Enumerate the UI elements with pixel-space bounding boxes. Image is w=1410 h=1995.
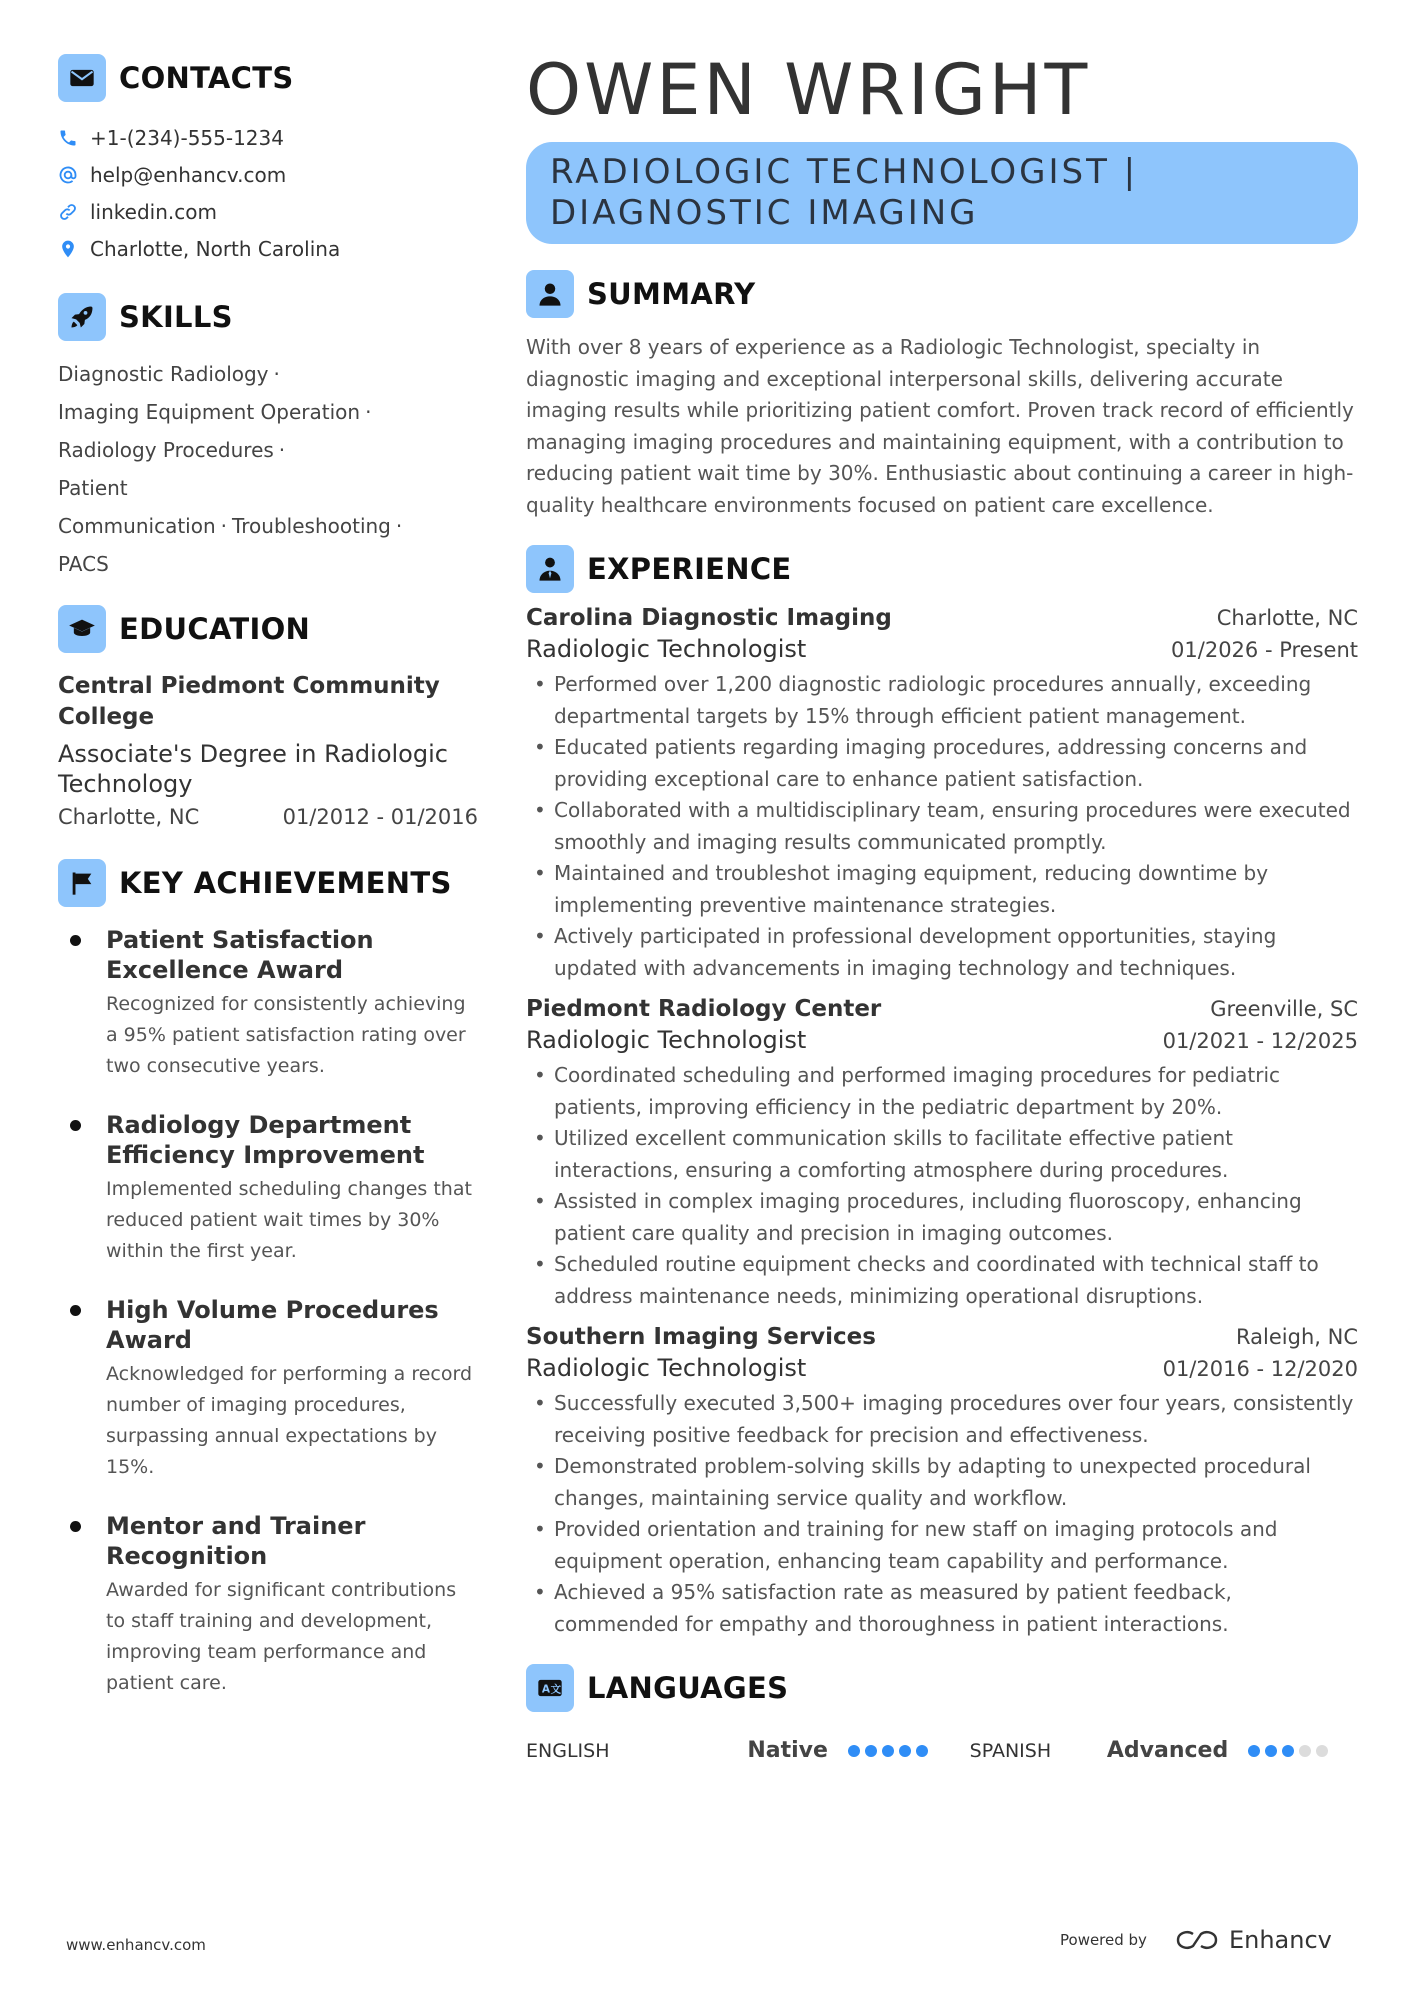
job-location: Raleigh, NC [1236,1325,1358,1349]
map-pin-icon [58,239,78,259]
achievement-title: High Volume Procedures Award [106,1296,439,1354]
job-dates: 01/2026 - Present [1171,638,1358,662]
job-location: Greenville, SC [1210,997,1358,1021]
job-dates: 01/2016 - 12/2020 [1162,1357,1358,1381]
user-icon [526,270,574,318]
summary-text: With over 8 years of experience as a Radiologic Technologist, specialty in diagnostic imaging and exceptional interpersonal skills, delivering accurate imaging results while prioritizing patient comfort. Proven track record of efficiently managing imaging procedures and maintaining equipment, with a contribution to reducing patient wait time by 30%. Enthusiastic about continuing a career in high-quality healthcare environments focused on patient care excellence. [526,335,1354,517]
job-entry [526,996,1358,1312]
achievement-desc: Implemented scheduling changes that reduced patient wait times by 30% within the first year. [106,1178,472,1262]
language-name: ENGLISH [526,1739,610,1762]
achievement-item [58,925,478,1082]
languages-row [526,1738,1358,1763]
rating-dot-filled [1282,1745,1294,1757]
phone-text: +1-(234)-555-1234 [90,126,284,150]
skill-item: Imaging Equipment Operation [58,400,361,424]
job-bullet: • Educated patients regarding imaging procedures, addressing concerns and providing exceptional care to enhance patient satisfaction. [526,732,1358,795]
job-bullet: • Provided orientation and training for new staff on imaging protocols and equipment operation, enhancing team capability and performance. [526,1514,1358,1577]
translate-icon [526,1664,574,1712]
school-name: Central Piedmont Community College [58,673,440,730]
email-text[interactable]: help@enhancv.com [90,163,287,187]
achievement-desc: Recognized for consistently achieving a 95% patient satisfaction rating over two consecutive years. [106,993,466,1077]
right-column [526,50,1358,1763]
enhancv-logo[interactable] [1175,1926,1332,1954]
left-column [58,54,478,1727]
company-name: Southern Imaging Services [526,1324,876,1350]
skill-item: Radiology Procedures [58,438,274,462]
summary-header [526,270,1358,318]
contacts-section [58,54,478,261]
education-dates: 01/2012 - 01/2016 [282,805,478,829]
skills-header [58,293,478,341]
achievement-desc: Acknowledged for performing a record number of imaging procedures, surpassing annual expectations by 15%. [106,1363,473,1478]
summary-title: SUMMARY [587,277,756,311]
achievement-item [58,1295,478,1483]
education-title: EDUCATION [119,612,311,646]
experience-header [526,545,1358,593]
footer-branding [1060,1926,1332,1954]
rating-dot-filled [865,1745,877,1757]
education-section [58,605,478,829]
languages-title: LANGUAGES [587,1671,789,1705]
rating-dot-filled [848,1745,860,1757]
skill-item: Diagnostic Radiology [58,362,269,386]
education-header [58,605,478,653]
achievement-desc: Awarded for significant contributions to staff training and development, improving team performance and patient care. [106,1579,457,1694]
phone-icon [58,128,78,148]
job-bullet: • Actively participated in professional development opportunities, staying updated with advancements in imaging technology and techniques. [526,921,1358,984]
languages-header [526,1664,1358,1712]
achievement-item [58,1511,478,1699]
job-title-banner: RADIOLOGIC TECHNOLOGIST | DIAGNOSTIC IMAGING [526,142,1358,244]
enhancv-brand-text: Enhancv [1228,1926,1332,1954]
language-name: SPANISH [969,1739,1052,1762]
achievements-section [58,859,478,1699]
job-bullet: • Performed over 1,200 diagnostic radiologic procedures annually, exceeding departmental targets by 15% through efficient patient management. [526,669,1358,732]
job-role: Radiologic Technologist [526,635,807,663]
achievement-title: Radiology Department Efficiency Improvement [106,1111,425,1169]
skill-item: PACS [58,552,109,576]
rating-dot-filled [1265,1745,1277,1757]
experience-title: EXPERIENCE [587,552,792,586]
at-icon [58,165,78,185]
rating-dot-filled [899,1745,911,1757]
job-bullet: • Maintained and troubleshot imaging equipment, reducing downtime by implementing preventive maintenance strategies. [526,858,1358,921]
skill-item: Troubleshooting [232,514,391,538]
bullet-icon [70,1120,81,1131]
job-entry [526,605,1358,984]
language-rating [1248,1745,1358,1757]
job-location: Charlotte, NC [1216,606,1358,630]
achievements-title: KEY ACHIEVEMENTS [119,866,452,900]
job-bullet: • Successfully executed 3,500+ imaging procedures over four years, consistently receiving positive feedback for precision and effectiveness. [526,1388,1358,1451]
contact-linkedin[interactable] [58,200,478,224]
skills-list: Diagnostic Radiology · Imaging Equipment Operation · Radiology Procedures · Patient Communication · Troubleshooting · PACS [58,362,403,576]
job-dates: 01/2021 - 12/2025 [1162,1029,1358,1053]
job-bullet: • Assisted in complex imaging procedures, including fluoroscopy, enhancing patient care quality and precision in imaging outcomes. [526,1186,1358,1249]
candidate-name: OWEN WRIGHT [526,49,1091,131]
company-name: Carolina Diagnostic Imaging [526,605,892,631]
footer-website[interactable]: www.enhancv.com [66,1936,206,1954]
powered-by-text: Powered by [1060,1931,1147,1949]
contacts-header [58,54,478,102]
svg-text:A: A [541,1683,550,1696]
skills-title: SKILLS [119,300,233,334]
rating-dot-empty [1316,1745,1328,1757]
contacts-title: CONTACTS [119,61,294,95]
job-bullet: • Utilized excellent communication skills to facilitate effective patient interactions, ensuring a comforting atmosphere during procedures. [526,1123,1358,1186]
job-role: Radiologic Technologist [526,1354,807,1382]
bullet-icon [70,935,81,946]
language-level: Native [747,1738,828,1763]
job-role: Radiologic Technologist [526,1026,807,1054]
rating-dot-empty [1299,1745,1311,1757]
rocket-icon [58,293,106,341]
education-location: Charlotte, NC [58,805,200,829]
experience-section [526,545,1358,1640]
job-entry [526,1324,1358,1640]
rating-dot-filled [1248,1745,1260,1757]
achievements-header [58,859,478,907]
education-meta [58,805,478,829]
job-bullets [526,1060,1358,1312]
job-bullets [526,669,1358,984]
achievement-title: Mentor and Trainer Recognition [106,1512,366,1570]
linkedin-text[interactable]: linkedin.com [90,200,217,224]
bullet-icon [70,1305,81,1316]
language-level: Advanced [1106,1738,1229,1763]
job-bullet: • Collaborated with a multidisciplinary team, ensuring procedures were executed smoothly and imaging results communicated promptly. [526,795,1358,858]
achievement-title: Patient Satisfaction Excellence Award [106,926,374,984]
link-icon [58,202,78,222]
contact-email[interactable] [58,163,478,187]
job-bullet: • Scheduled routine equipment checks and coordinated with technical staff to address maintenance needs, minimizing operational disruptions. [526,1249,1358,1312]
contact-location [58,237,478,261]
job-bullet: • Coordinated scheduling and performed imaging procedures for pediatric patients, improving efficiency in the pediatric department by 20%. [526,1060,1358,1123]
location-text: Charlotte, North Carolina [90,237,341,261]
job-bullet: • Achieved a 95% satisfaction rate as measured by patient feedback, commended for empathy and thoroughness in patient interactions. [526,1577,1358,1640]
company-name: Piedmont Radiology Center [526,996,882,1022]
enhancv-logo-icon [1175,1928,1219,1952]
bullet-icon [70,1521,81,1532]
flag-icon [58,859,106,907]
contact-phone [58,126,478,150]
achievement-item [58,1110,478,1267]
skill-item: Patient Communication [58,476,216,538]
summary-section [526,270,1358,521]
rating-dot-filled [916,1745,928,1757]
envelope-icon [58,54,106,102]
rating-dot-filled [882,1745,894,1757]
skills-section [58,293,478,583]
graduation-cap-icon [58,605,106,653]
job-bullets [526,1388,1358,1640]
svg-text:文: 文 [550,1683,562,1696]
businessman-icon [526,545,574,593]
degree: Associate's Degree in Radiologic Technology [58,740,448,798]
language-rating [848,1745,958,1757]
languages-section [526,1664,1358,1763]
job-bullet: • Demonstrated problem-solving skills by adapting to unexpected procedural changes, maintaining service quality and workflow. [526,1451,1358,1514]
